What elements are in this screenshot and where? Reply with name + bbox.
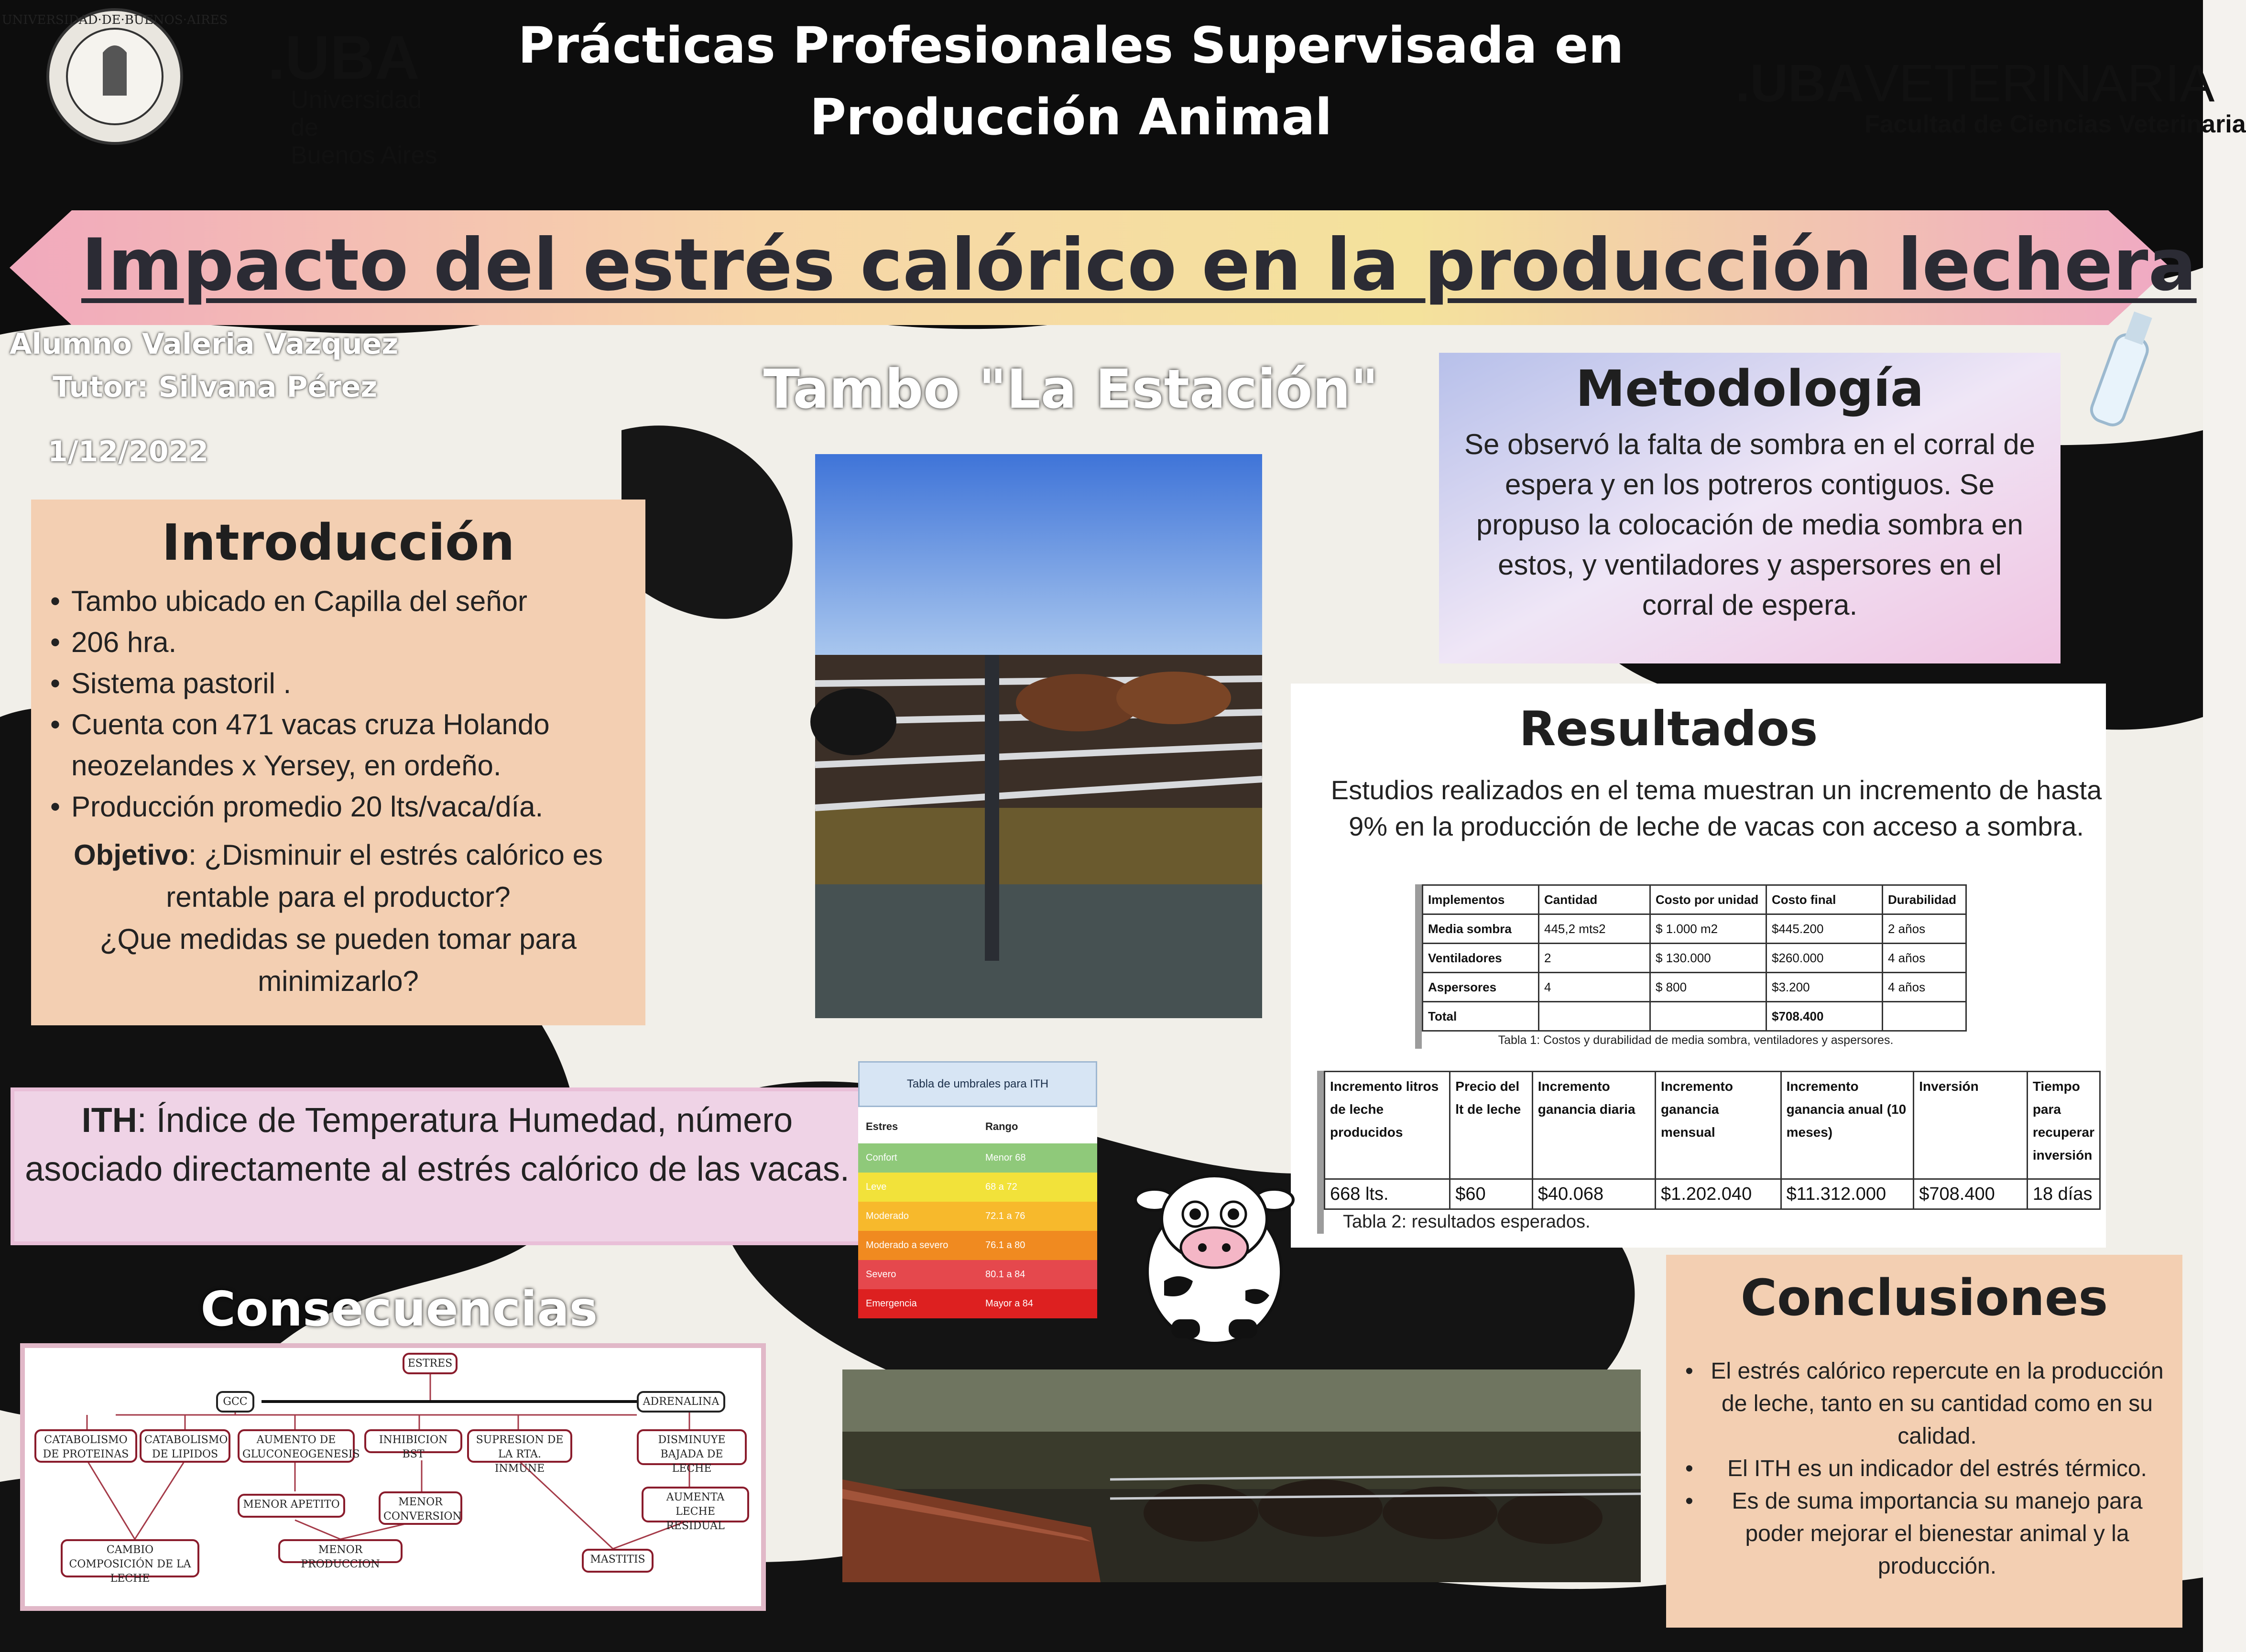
ith-row-level: Severo	[866, 1269, 896, 1280]
table1-caption: Tabla 1: Costos y durabilidad de media sombra, ventiladores y aspersores.	[1498, 1033, 1894, 1047]
table-cell: $708.400	[1766, 1002, 1883, 1031]
list-item: • 206 hra.	[45, 622, 631, 663]
ith-row	[858, 1260, 1097, 1289]
metodologia-panel	[1453, 358, 2046, 625]
table-cell: $708.400	[1914, 1179, 2028, 1209]
ith-row-level: Leve	[866, 1182, 887, 1192]
table-row	[1423, 1002, 1966, 1031]
conclusiones-panel	[1666, 1255, 2182, 1628]
ith-row-range: 72.1 a 76	[985, 1211, 1025, 1221]
milk-bottle-icon	[2089, 306, 2151, 430]
introduccion-list	[45, 581, 631, 827]
node-supresion-inmune: SUPRESION DE LA RTA. INMUNE	[467, 1429, 572, 1463]
ith-text: : Índice de Temperatura Humedad, número asociado directamente al estrés calórico de las vacas.	[25, 1101, 850, 1188]
uba-logo-text: .UBA	[268, 22, 420, 92]
table-header-row	[1325, 1072, 2100, 1179]
table-cell: Ventiladores	[1423, 944, 1539, 973]
node-cat-lipidos: CATABOLISMO DE LIPIDOS	[140, 1429, 230, 1463]
photo-herd-image	[842, 1369, 1641, 1582]
table-cell: Total	[1423, 1002, 1539, 1031]
ith-col-rango: Rango	[985, 1120, 1018, 1132]
objetivo-label: Objetivo	[74, 839, 189, 871]
table-header-cell: Implementos	[1423, 885, 1539, 914]
table-cell	[1650, 1002, 1766, 1031]
table-header-row	[1423, 885, 1966, 914]
ith-threshold-table	[858, 1061, 1097, 1318]
node-mastitis: MASTITIS	[582, 1549, 654, 1573]
uba-logo-sub2: Buenos Aires	[291, 141, 437, 169]
poster-date: 1/12/2022	[48, 435, 209, 468]
node-disminuye-bajada: DISMINUYE BAJADA DE LECHE	[637, 1429, 747, 1465]
table-cell: $ 1.000 m2	[1650, 914, 1766, 944]
node-menor-conversion: MENOR CONVERSION	[379, 1491, 462, 1525]
uba-seal-icon	[1, 5, 228, 148]
table-cell: 2	[1539, 944, 1650, 973]
svg-text:UNIVERSIDAD·DE·BUENOS·AIRES: UNIVERSIDAD·DE·BUENOS·AIRES	[1, 13, 228, 27]
header-title-line2: Producción Animal	[809, 88, 1332, 146]
table-row	[1423, 944, 1966, 973]
node-gcc: GCC	[216, 1391, 254, 1413]
cartoon-cow-icon	[1135, 1166, 1293, 1343]
table-cell: 4 años	[1883, 944, 1966, 973]
ith-row-level: Moderado	[866, 1211, 909, 1221]
table-cell: 4 años	[1883, 973, 1966, 1002]
introduccion-panel	[31, 500, 645, 1025]
table-cell: $3.200	[1766, 973, 1883, 1002]
table-row	[1423, 973, 1966, 1002]
ith-row-range: 76.1 a 80	[985, 1240, 1025, 1250]
table-cell	[1539, 1002, 1650, 1031]
costos-table	[1422, 884, 1967, 1032]
metodologia-title: Metodología	[1575, 359, 1924, 418]
node-gluconeogenesis: AUMENTO DE GLUCONEOGENESIS	[238, 1429, 355, 1463]
table-cell: $260.000	[1766, 944, 1883, 973]
uba-veterinaria-logo	[1735, 54, 2246, 139]
vet-logo-veterinaria: VETERINARIA	[1864, 54, 2215, 113]
objetivo-question2: ¿Que medidas se pueden tomar para minimizarlo?	[99, 923, 577, 997]
table-header-cell: Durabilidad	[1883, 885, 1966, 914]
table-cell	[1883, 1002, 1966, 1031]
list-item: • Sistema pastoril .	[45, 663, 631, 704]
node-adrenalina: ADRENALINA	[637, 1391, 725, 1413]
consecuencias-diagram	[20, 1343, 766, 1611]
ith-row	[858, 1289, 1097, 1318]
banner-title: Impacto del estrés calórico en la producción lechera	[81, 224, 2197, 307]
table-header-cell: Costo final	[1766, 885, 1883, 914]
table-cell: $ 800	[1650, 973, 1766, 1002]
table-header-cell: Incremento ganancia diaria	[1532, 1072, 1655, 1179]
table-cell: 2 años	[1883, 914, 1966, 944]
conclusiones-title: Conclusiones	[1740, 1269, 2108, 1327]
ith-row-level: Moderado a severo	[866, 1240, 949, 1250]
vet-logo-sub: Facultad de Ciencias Veterinaria	[1864, 110, 2246, 138]
ith-row-range: 80.1 a 84	[985, 1269, 1025, 1280]
resultados-text: Estudios realizados en el tema muestran un incremento de hasta 9% en la producción de leche de vacas con acceso a sombra.	[1330, 775, 2102, 841]
table-header-cell: Tiempo para recuperar inversión	[2027, 1072, 2100, 1179]
table-cell: $445.200	[1766, 914, 1883, 944]
table-header-cell: Cantidad	[1539, 885, 1650, 914]
table-cell: 18 días	[2027, 1179, 2100, 1209]
table-cell: $11.312.000	[1781, 1179, 1914, 1209]
table-cell: 445,2 mts2	[1539, 914, 1650, 944]
table-cell: Aspersores	[1423, 973, 1539, 1002]
objetivo-text	[45, 834, 631, 1002]
table-header-cell: Incremento litros de leche producidos	[1325, 1072, 1450, 1179]
node-cambio-composicion: CAMBIO COMPOSICIÓN DE LA LECHE	[61, 1539, 199, 1577]
table-cell: 4	[1539, 973, 1650, 1002]
introduccion-title: Introducción	[162, 513, 515, 572]
table-row	[1423, 914, 1966, 944]
student-name: Alumno Valeria Vazquez	[10, 327, 399, 361]
ith-row-range: 68 a 72	[985, 1182, 1017, 1192]
ith-label: ITH	[81, 1101, 137, 1140]
list-item: • El estrés calórico repercute en la producción de leche, tanto en su cantidad como en su calidad.	[1680, 1355, 2168, 1453]
list-item: • Es de suma importancia su manejo para poder mejorar el bienestar animal y la producción.	[1680, 1485, 2168, 1583]
photo-corral-image	[815, 454, 1262, 1018]
vet-logo-uba: .UBA	[1735, 54, 1864, 113]
list-item: • Cuenta con 471 vacas cruza Holando neozelandes x Yersey, en ordeño.	[45, 704, 631, 786]
ith-row-level: Emergencia	[866, 1298, 917, 1309]
table-row	[1325, 1179, 2100, 1209]
list-item: • Producción promedio 20 lts/vaca/día.	[45, 786, 631, 827]
table-cell: $ 130.000	[1650, 944, 1766, 973]
table-cell: Media sombra	[1423, 914, 1539, 944]
table-header-cell: Inversión	[1914, 1072, 2028, 1179]
costos-table-wrap	[1415, 884, 1970, 1049]
consecuencias-title: Consecuencias	[200, 1281, 598, 1337]
ith-table-header	[858, 1110, 1097, 1143]
list-item: • Tambo ubicado en Capilla del señor	[45, 581, 631, 622]
poster-header-title	[478, 10, 1664, 153]
list-item: • El ITH es un indicador del estrés térmico.	[1680, 1453, 2168, 1485]
conclusiones-list	[1680, 1355, 2168, 1583]
node-estres: ESTRES	[403, 1353, 458, 1374]
metodologia-text: Se observó la falta de sombra en el corral de espera y en los potreros contiguos. Se propuso la colocación de media sombra en estos, y ventiladores y aspersores en el corral de espera.	[1464, 428, 2035, 621]
resultados-title: Resultados	[1519, 701, 1818, 757]
ith-row	[858, 1143, 1097, 1173]
node-menor-apetito: MENOR APETITO	[238, 1494, 345, 1518]
table-header-cell: Costo por unidad	[1650, 885, 1766, 914]
table-header-cell: Incremento ganancia mensual	[1656, 1072, 1781, 1179]
ith-table-rows	[858, 1143, 1097, 1318]
ith-row	[858, 1231, 1097, 1260]
node-inhibicion-bst: INHIBICION BST	[364, 1429, 462, 1453]
ith-col-estres: Estres	[866, 1120, 898, 1132]
tambo-title: Tambo "La Estación"	[763, 359, 1379, 421]
table-cell: 668 lts.	[1325, 1179, 1450, 1209]
ith-row-range: Menor 68	[985, 1152, 1026, 1163]
ith-table-title: Tabla de umbrales para ITH	[858, 1061, 1097, 1107]
ith-row-range: Mayor a 84	[985, 1298, 1034, 1309]
objetivo-question1: : ¿Disminuir el estrés calórico es rentable para el productor?	[166, 839, 603, 913]
table2-caption: Tabla 2: resultados esperados.	[1343, 1212, 1591, 1232]
ith-row	[858, 1173, 1097, 1202]
table-cell: $60	[1450, 1179, 1532, 1209]
node-menor-produccion: MENOR PRODUCCION	[278, 1539, 403, 1563]
table-cell: $40.068	[1532, 1179, 1655, 1209]
node-leche-residual: AUMENTA LECHE RESIDUAL	[642, 1487, 749, 1522]
uba-logo	[268, 22, 449, 169]
resultados-table-wrap	[1317, 1071, 2101, 1234]
table-header-cell: Incremento ganancia anual (10 meses)	[1781, 1072, 1914, 1179]
node-cat-proteinas: CATABOLISMO DE PROTEINAS	[34, 1429, 137, 1463]
tutor-name: Tutor: Silvana Pérez	[53, 370, 378, 404]
table-cell: $1.202.040	[1656, 1179, 1781, 1209]
table-header-cell: Precio del lt de leche	[1450, 1072, 1532, 1179]
ith-definition-panel	[11, 1087, 864, 1245]
header-title-line1: Prácticas Profesionales Supervisada en	[518, 16, 1624, 75]
ith-row	[858, 1202, 1097, 1231]
uba-logo-sub1: Universidad de	[291, 86, 422, 141]
ith-row-level: Confort	[866, 1152, 897, 1163]
resultados-table	[1324, 1071, 2101, 1210]
